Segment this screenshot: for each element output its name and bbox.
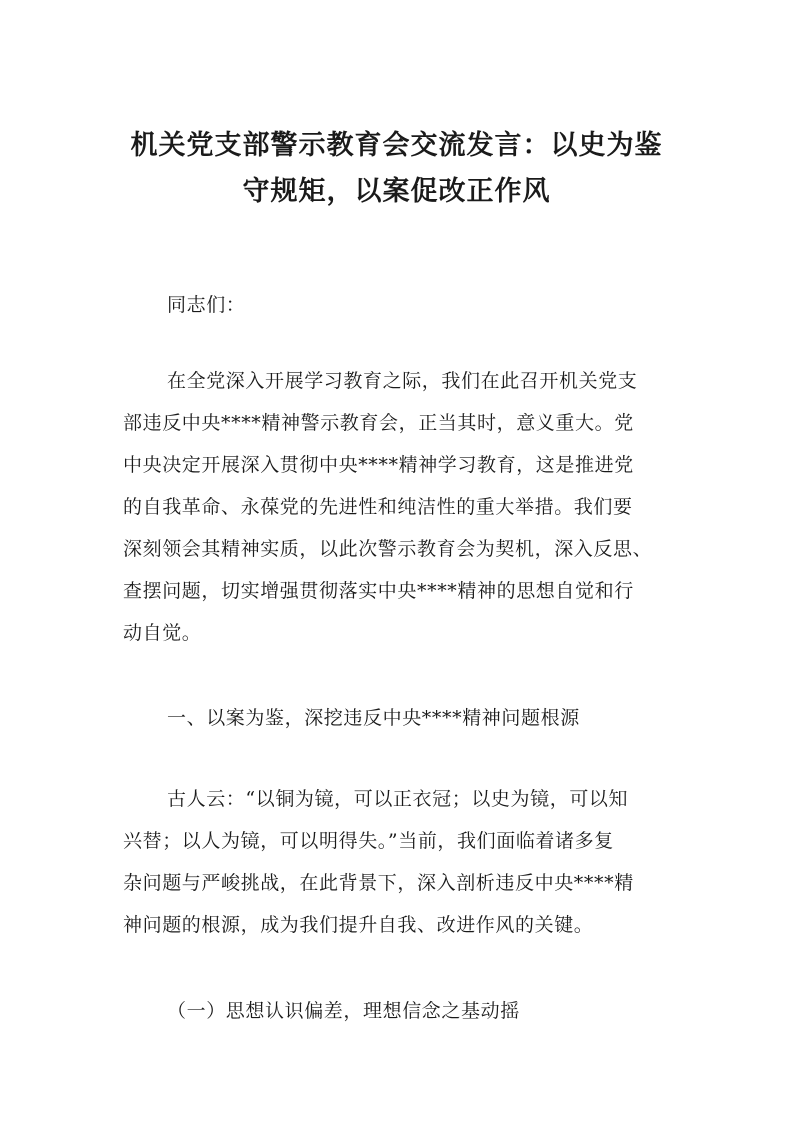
paragraph-line: 查摆问题，切实增强贯彻落实中央****精神的思想自觉和行: [123, 580, 634, 602]
section-heading-1: [123, 697, 675, 739]
section-heading-text: 一、以案为鉴，深挖违反中央****精神问题根源: [167, 707, 580, 729]
paragraph-line: 神问题的根源，成为我们提升自我、改进作风的关键。: [123, 914, 594, 936]
paragraph-line: 兴替；以人为镜，可以明得失。”当前，我们面临着诸多复: [123, 830, 614, 852]
paragraph-line: 的自我革命、永葆党的先进性和纯洁性的重大举措。我们要: [123, 496, 633, 518]
paragraph-line: 中央决定开展深入贯彻中央****精神学习教育，这是推进党: [123, 454, 634, 476]
greeting: [123, 284, 675, 326]
paragraph-quote: [123, 778, 675, 946]
paragraph-line: 动自觉。: [123, 622, 202, 644]
paragraph-line: 深刻领会其精神实质，以此次警示教育会为契机，深入反思、: [123, 538, 653, 560]
paragraph-line: 在全党深入开展学习教育之际，我们在此召开机关党支: [167, 370, 638, 392]
paragraph-intro: [123, 360, 675, 654]
paragraph-line: 杂问题与严峻挑战，在此背景下，深入剖析违反中央****精: [123, 872, 634, 894]
paragraph-line: 部违反中央****精神警示教育会，正当其时，意义重大。党: [123, 412, 634, 434]
document-title-line-2: 守规矩，以案促改正作风: [242, 176, 551, 207]
subsection-heading-1: [123, 990, 675, 1032]
greeting-text: 同志们：: [167, 294, 246, 316]
document-title-line-1: 机关党支部警示教育会交流发言：以史为鉴: [130, 130, 663, 161]
paragraph-line: 古人云：“以铜为镜，可以正衣冠；以史为镜，可以知: [167, 788, 629, 810]
subsection-heading-text: （一）思想认识偏差，理想信念之基动摇: [167, 1000, 520, 1022]
